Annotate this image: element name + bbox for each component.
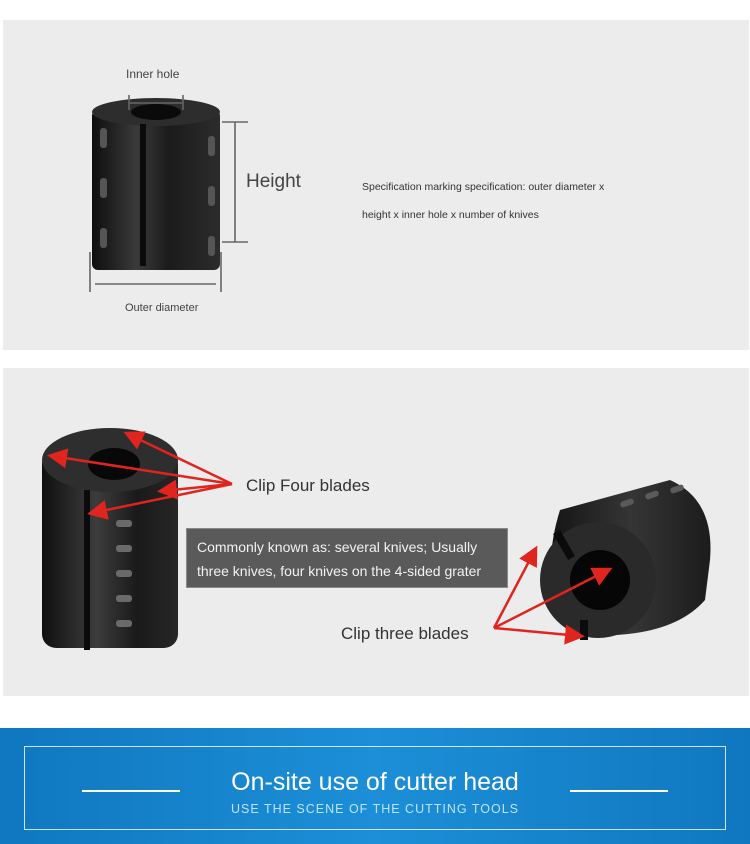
section-banner <box>0 728 750 844</box>
inner-hole-label: Inner hole <box>126 67 180 81</box>
callout-line-2: three knives, four knives on the 4-sided grater <box>197 563 482 579</box>
outer-diameter-label: Outer diameter <box>125 302 199 314</box>
spec-line-2: height x inner hole x number of knives <box>362 209 539 221</box>
clip-four-blades-label: Clip Four blades <box>246 476 370 495</box>
specification-text <box>362 173 622 229</box>
height-label: Height <box>246 171 301 192</box>
banner-subtitle: USE THE SCENE OF THE CUTTING TOOLS <box>231 802 519 816</box>
banner-title: On-site use of cutter head <box>231 768 519 796</box>
spec-line-1: Specification marking specification: outer diameter x <box>362 181 605 193</box>
clip-three-blades-label: Clip three blades <box>341 624 469 643</box>
callout-line-1: Commonly known as: several knives; Usually <box>197 539 478 555</box>
callout-box <box>186 528 508 588</box>
